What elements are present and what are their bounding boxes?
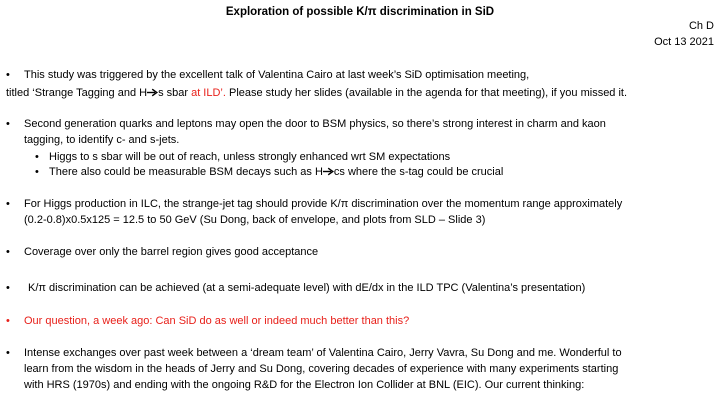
- bullet-1-text-b: s sbar: [158, 87, 192, 99]
- bullet-marker: •: [6, 282, 10, 294]
- bullet-1-text-c: Please study her slides (available in the agenda for that meeting), if you missed it.: [225, 87, 628, 99]
- bullet-2-line-2: tagging, to identify c- and s-jets.: [24, 134, 180, 146]
- bullet-5-line-1: K/π discrimination can be achieved (at a semi-adequate level) with dE/dx in the ILD TPC (Valentina’s presentation): [28, 282, 586, 294]
- bullet-7-line-2: learn from the wisdom in the heads of Jerry and Su Dong, covering decades of experience with many experiments starting: [24, 363, 619, 375]
- bullet-marker: •: [6, 198, 10, 210]
- sub-bullet-marker: •: [35, 166, 39, 178]
- bullet-2-line-1: Second generation quarks and leptons may open the door to BSM physics, so there’s strong interest in charm and kaon: [24, 118, 606, 130]
- bullet-2-sub-1: Higgs to s sbar will be out of reach, unless strongly enhanced wrt SM expectations: [49, 151, 451, 163]
- bullet-3-line-1: For Higgs production in ILC, the strange-jet tag should provide K/π discrimination over the momentum range approximately: [24, 198, 623, 210]
- slide-title: Exploration of possible K/π discrimination in SiD: [225, 6, 495, 18]
- date: Oct 13 2021: [654, 36, 714, 48]
- sub-bullet-marker: •: [35, 151, 39, 163]
- bullet-1-text-a: titled ‘Strange Tagging and H: [6, 87, 148, 99]
- bullet-1-line-1: This study was triggered by the excellent talk of Valentina Cairo at last week’s SiD optimisation meeting,: [24, 69, 530, 81]
- bullet-marker: •: [6, 246, 10, 258]
- bullet-2-sub-2-a: There also could be measurable BSM decays such as H: [49, 166, 323, 178]
- arrow-right-icon: [147, 88, 158, 97]
- bullet-2-sub-2-b: cs where the s-tag could be crucial: [333, 166, 504, 178]
- bullet-marker: •: [6, 315, 10, 327]
- bullet-6-question: Our question, a week ago: Can SiD do as well or indeed much better than this?: [24, 315, 410, 327]
- bullet-4-line-1: Coverage over only the barrel region gives good acceptance: [24, 246, 319, 258]
- bullet-2-sub-2: [49, 165, 503, 179]
- bullet-marker: •: [6, 69, 10, 81]
- bullet-7-line-1: Intense exchanges over past week between a ‘dream team’ of Valentina Cairo, Jerry Vavra, Su Dong and me. Wonderful to: [24, 347, 622, 359]
- bullet-7-line-3: with HRS (1970s) and ending with the ongoing R&D for the Electron Ion Collider at BNL (EIC). Our current thinking:: [24, 379, 585, 391]
- bullet-1-line-2: [6, 86, 627, 100]
- arrow-right-icon: [323, 167, 334, 176]
- bullet-marker: •: [6, 118, 10, 130]
- author: Ch D: [688, 20, 714, 32]
- bullet-marker: •: [6, 347, 10, 359]
- highlight-at-ild: at ILD’.: [191, 87, 226, 99]
- bullet-3-line-2: (0.2-0.8)x0.5x125 = 12.5 to 50 GeV (Su Dong, back of envelope, and plots from SLD – Slide 3): [24, 214, 486, 226]
